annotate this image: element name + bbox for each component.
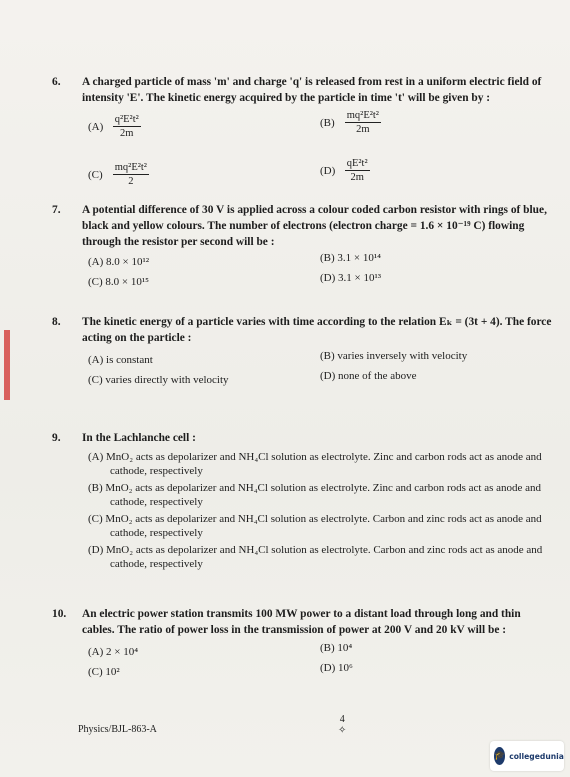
question-stem: An electric power station transmits 100 MW power to a distant load through long and thin cables. The ratio of power loss in the transmission of power at 200 V and 20 kV will be :	[82, 608, 521, 636]
option-b: (B) $\frac{\text{mq²E²t²}}{2m}$	[320, 110, 379, 135]
option-a: (A) 2 × 10⁴	[88, 646, 139, 658]
margin-mark	[4, 330, 10, 400]
option-a: (A) $\frac{\text{q²E²t²}}{2m}$	[88, 114, 139, 139]
option-c: (C) MnO₂ acts as depolarizer and NH₄Cl solution as electrolyte. Carbon and zinc rods act as anode and cathode, respectively	[88, 513, 542, 539]
option-b: (B) varies inversely with velocity	[320, 350, 468, 362]
question-10: 10. An electric power station transmits 100 MW power to a distant load through long and thin cables. The ratio of power loss in the transmission of power at 200 V and 20 kV will be : (A) 2 × 10⁴ (B) 10⁴ (C) 10² (D) 10⁶	[52, 606, 556, 684]
question-8: 8. The kinetic energy of a particle varies with time according to the relation Eₖ = (3t + 4). The force acting on the particle : (A) is constant (B) varies inversely with velocity (C) varies directly with velocity (D) none of the above	[52, 314, 556, 392]
option-b: (B) 10⁴	[320, 642, 353, 654]
page-number: 4 ✧	[338, 714, 347, 736]
option-c: (C) 8.0 × 10¹⁵	[88, 276, 149, 288]
question-stem: A potential difference of 30 V is applied across a colour coded carbon resistor with rings of blue, black and yellow colours. The number of electrons (electron charge = 1.6 × 10⁻¹⁹ C) flowing through the resistor per second will be :	[82, 204, 547, 248]
paper-code: Physics/BJL-863-A	[78, 724, 157, 735]
option-d: (D) MnO₂ acts as depolarizer and NH₄Cl solution as electrolyte. Carbon and zinc rods act as anode and cathode, respectively	[88, 544, 543, 570]
question-stem: The kinetic energy of a particle varies with time according to the relation Eₖ = (3t + 4). The force acting on the particle :	[82, 316, 552, 344]
option-a: (A) is constant	[88, 354, 153, 366]
question-6	[52, 74, 556, 192]
question-number: 6.	[52, 76, 61, 88]
option-d: (D) none of the above	[320, 370, 417, 382]
option-d: (D) 3.1 × 10¹³	[320, 272, 382, 284]
option-c: (C) varies directly with velocity	[88, 374, 229, 386]
option-b: (B) MnO₂ acts as depolarizer and NH₄Cl solution as electrolyte. Zinc and carbon rods act as anode and cathode, respectively	[88, 482, 542, 508]
option-b: (B) 3.1 × 10¹⁴	[320, 252, 381, 264]
question-stem: In the Lachlanche cell :	[82, 432, 196, 444]
option-d: (D) 10⁶	[320, 662, 353, 674]
graduation-cap-icon: 🎓	[494, 747, 505, 765]
question-9: 9. In the Lachlanche cell : (A) MnO₂ acts as depolarizer and NH₄Cl solution as electrolyte. Zinc and carbon rods act as anode and cathode, respectively (B) MnO₂ acts as depolarizer and NH₄Cl solution as electrolyte. Zinc and carbon rods act as anode and cathode, respectively (C) MnO₂ acts as depolarizer and NH₄Cl solution as electrolyte. Carbon and zinc rods act as anode and cathode, respectively (D) MnO₂ acts as depolarizer and NH₄Cl solution as electrolyte. Carbon and zinc rods act as anode and cathode, respectively	[52, 430, 556, 574]
option-c: (C) $\frac{\text{mq²E²t²}}{2}$	[88, 162, 147, 187]
option-c: (C) 10²	[88, 666, 120, 678]
option-d: (D) $\frac{\text{qE²t²}}{2m}$	[320, 158, 368, 183]
option-a: (A) 8.0 × 10¹²	[88, 256, 150, 268]
question-stem: A charged particle of mass 'm' and charge 'q' is released from rest in a uniform electric field of intensity 'E'. The kinetic energy acquired by the particle in time 't' will be given by :	[82, 76, 542, 104]
brand-watermark[interactable]	[490, 741, 564, 771]
page-ornament: ✧	[338, 725, 347, 736]
question-7: 7. A potential difference of 30 V is applied across a colour coded carbon resistor with rings of blue, black and yellow colours. The number of electrons (electron charge = 1.6 × 10⁻¹⁹ C) flowing through the resistor per second will be : (A) 8.0 × 10¹² (B) 3.1 × 10¹⁴ (C) 8.0 × 10¹⁵ (D) 3.1 × 10¹³	[52, 202, 556, 292]
brand-name: collegedunia	[509, 751, 564, 761]
option-a: (A) MnO₂ acts as depolarizer and NH₄Cl solution as electrolyte. Zinc and carbon rods act as anode and cathode, respectively	[88, 451, 542, 477]
